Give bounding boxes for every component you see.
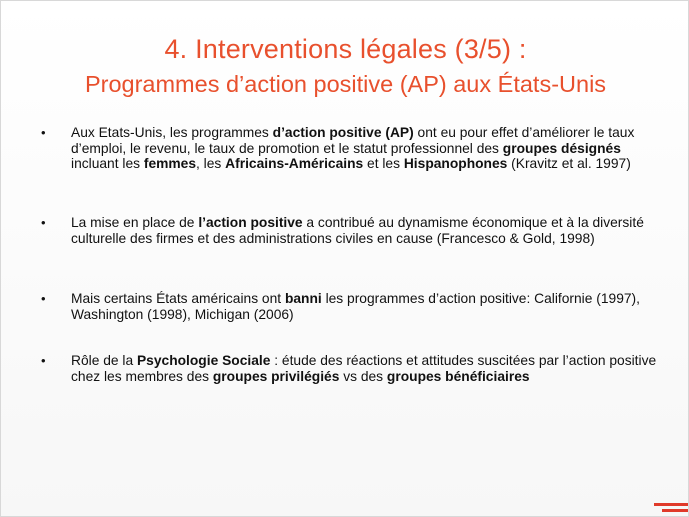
text-run: Aux Etats-Unis, les programmes [71, 125, 273, 140]
accent-bar [654, 503, 688, 506]
bullet-icon: • [41, 125, 46, 140]
text-run: a contribué au dynamisme économique et à la diversité culturelle des firmes et des administrations civiles en cause (Francesco & Gold, 1998) [71, 215, 644, 246]
bold-text: groupes privilégiés [212, 368, 340, 384]
text-run: Rôle de la [71, 353, 137, 368]
bullet-text [71, 215, 661, 246]
accent-bar [662, 509, 688, 512]
slide-title: 4. Interventions légales (3/5) : [164, 34, 527, 64]
text-run: les programmes d’action positive: Californie (1997), Washington (1998), Michigan (2006) [71, 291, 640, 322]
bullet-text [71, 353, 661, 384]
bold-text: Africains-Américains [225, 156, 364, 171]
bullet-icon: • [41, 291, 46, 306]
corner-decoration [650, 498, 688, 516]
bold-text: d’action positive (AP) [272, 125, 414, 140]
bold-text: Psychologie Sociale [136, 353, 271, 368]
text-run: incluant les [71, 156, 144, 171]
bold-text: femmes [143, 156, 197, 171]
text-run: La mise en place de [71, 215, 199, 230]
text-run: , les [196, 156, 226, 171]
bullet-icon: • [41, 353, 46, 368]
bullet-text [71, 291, 661, 322]
bullet-text [71, 125, 661, 172]
text-run: : étude des réactions et attitudes suscitées par l’action positive chez les membres des [71, 353, 657, 384]
text-run: (Kravitz et al. 1997) [507, 156, 631, 171]
slide-subtitle: Programmes d’action positive (AP) aux États-Unis [84, 71, 607, 97]
text-run: ont eu pour effet d’améliorer le taux d’emploi, le revenu, le taux de promotion et le statut professionnel des [71, 125, 635, 156]
bold-text: l’action positive [198, 215, 303, 230]
bold-text: groupes désignés [502, 140, 621, 156]
text-run: et les [363, 156, 404, 171]
text-run: vs des [339, 368, 387, 384]
bold-text: banni [284, 291, 322, 306]
bullet-icon: • [41, 215, 46, 230]
bold-text: Hispanophones [403, 156, 508, 171]
text-run: Mais certains États américains ont [71, 291, 285, 306]
bold-text: groupes bénéficiaires [386, 368, 530, 384]
